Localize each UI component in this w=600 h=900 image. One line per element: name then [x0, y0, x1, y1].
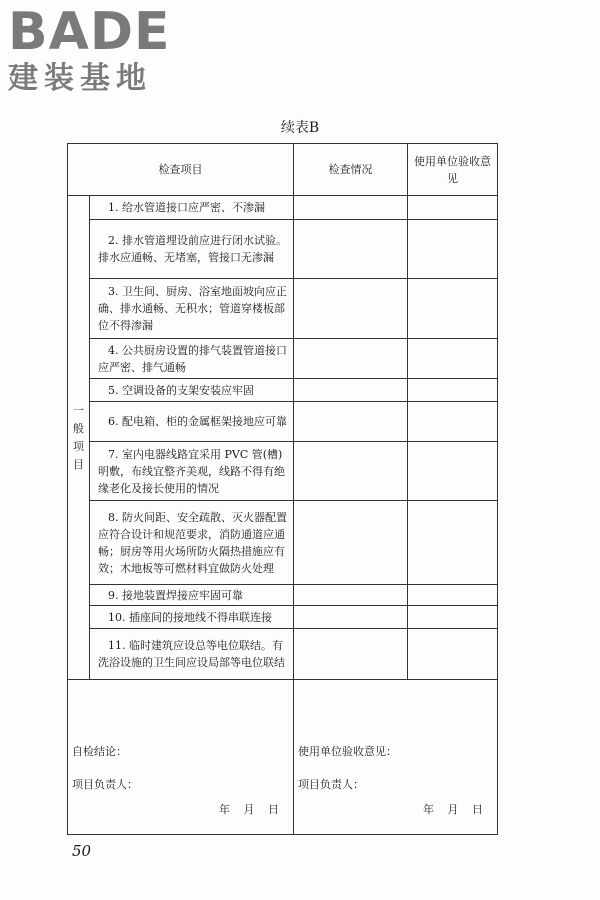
- table-row: [68, 442, 498, 501]
- table-row: [68, 606, 498, 629]
- opinion-cell[interactable]: [408, 585, 498, 606]
- status-cell[interactable]: [294, 402, 408, 442]
- header-item: 检查项目: [68, 144, 294, 196]
- item-cell: 8. 防火间距、安全疏散、灭火器配置应符合设计和规范要求，消防通道应通畅；厨房等用火场所防火隔热措施应有效；木地板等可燃材料宜做防火处理: [90, 501, 294, 585]
- self-check-signature[interactable]: [68, 680, 294, 835]
- table-row: [68, 220, 498, 279]
- status-cell[interactable]: [294, 339, 408, 379]
- opinion-cell[interactable]: [408, 402, 498, 442]
- status-cell[interactable]: [294, 501, 408, 585]
- opinion-cell[interactable]: [408, 442, 498, 501]
- item-cell: 11. 临时建筑应设总等电位联结。有洗浴设施的卫生间应设局部等电位联结: [90, 629, 294, 680]
- item-cell: 3. 卫生间、厨房、浴室地面坡向应正确、排水通畅、无积水；管道穿楼板部位不得渗漏: [90, 279, 294, 339]
- opinion-cell[interactable]: [408, 629, 498, 680]
- opinion-cell[interactable]: [408, 339, 498, 379]
- item-cell: 2. 排水管道埋设前应进行闭水试验。排水应通畅、无堵塞，管接口无渗漏: [90, 220, 294, 279]
- item-cell: 5. 空调设备的支架安装应牢固: [90, 379, 294, 402]
- item-cell: 1. 给水管道接口应严密、不渗漏: [90, 196, 294, 220]
- status-cell[interactable]: [294, 629, 408, 680]
- opinion-cell[interactable]: [408, 606, 498, 629]
- table-row: [68, 629, 498, 680]
- right-date-label: 年 月 日: [423, 802, 483, 816]
- opinion-cell[interactable]: [408, 220, 498, 279]
- status-cell[interactable]: [294, 379, 408, 402]
- status-cell[interactable]: [294, 220, 408, 279]
- section-label: 一般项目: [68, 196, 90, 680]
- opinion-cell[interactable]: [408, 379, 498, 402]
- left-person-label: 项目负责人：: [72, 777, 138, 791]
- table-row: [68, 585, 498, 606]
- item-cell: 10. 插座间的接地线不得串联连接: [90, 606, 294, 629]
- item-cell: 4. 公共厨房设置的排气装置管道接口应严密、排气通畅: [90, 339, 294, 379]
- header-status: 检查情况: [294, 144, 408, 196]
- table-row: [68, 501, 498, 585]
- header-opinion: 使用单位验收意见: [408, 144, 498, 196]
- acceptance-opinion-label: 使用单位验收意见：: [298, 744, 397, 758]
- bade-logo: [8, 4, 171, 96]
- table-row: [68, 379, 498, 402]
- status-cell[interactable]: [294, 606, 408, 629]
- status-cell[interactable]: [294, 196, 408, 220]
- opinion-cell[interactable]: [408, 279, 498, 339]
- acceptance-signature[interactable]: [294, 680, 498, 835]
- table-row: [68, 339, 498, 379]
- status-cell[interactable]: [294, 585, 408, 606]
- item-cell: 9. 接地装置焊接应牢固可靠: [90, 585, 294, 606]
- item-cell: 6. 配电箱、柜的金属框架接地应可靠: [90, 402, 294, 442]
- table-row: [68, 279, 498, 339]
- table-header-row: [68, 144, 498, 196]
- table-row: [68, 196, 498, 220]
- item-cell: 7. 室内电器线路宜采用 PVC 管(槽)明敷，布线宜整齐美观，线路不得有绝缘老化及接长使用的情况: [90, 442, 294, 501]
- left-date-label: 年 月 日: [219, 802, 279, 816]
- status-cell[interactable]: [294, 279, 408, 339]
- logo-chinese: 建装基地: [8, 61, 152, 96]
- self-check-conclusion-label: 自检结论：: [72, 744, 127, 758]
- right-person-label: 项目负责人：: [298, 777, 364, 791]
- table-title: 续表B: [280, 120, 320, 136]
- page-number: 50: [72, 842, 92, 860]
- opinion-cell[interactable]: [408, 501, 498, 585]
- signature-row: [68, 680, 498, 835]
- status-cell[interactable]: [294, 442, 408, 501]
- opinion-cell[interactable]: [408, 196, 498, 220]
- inspection-table: [67, 143, 498, 835]
- logo-wordmark: BADE: [8, 2, 171, 62]
- table-row: [68, 402, 498, 442]
